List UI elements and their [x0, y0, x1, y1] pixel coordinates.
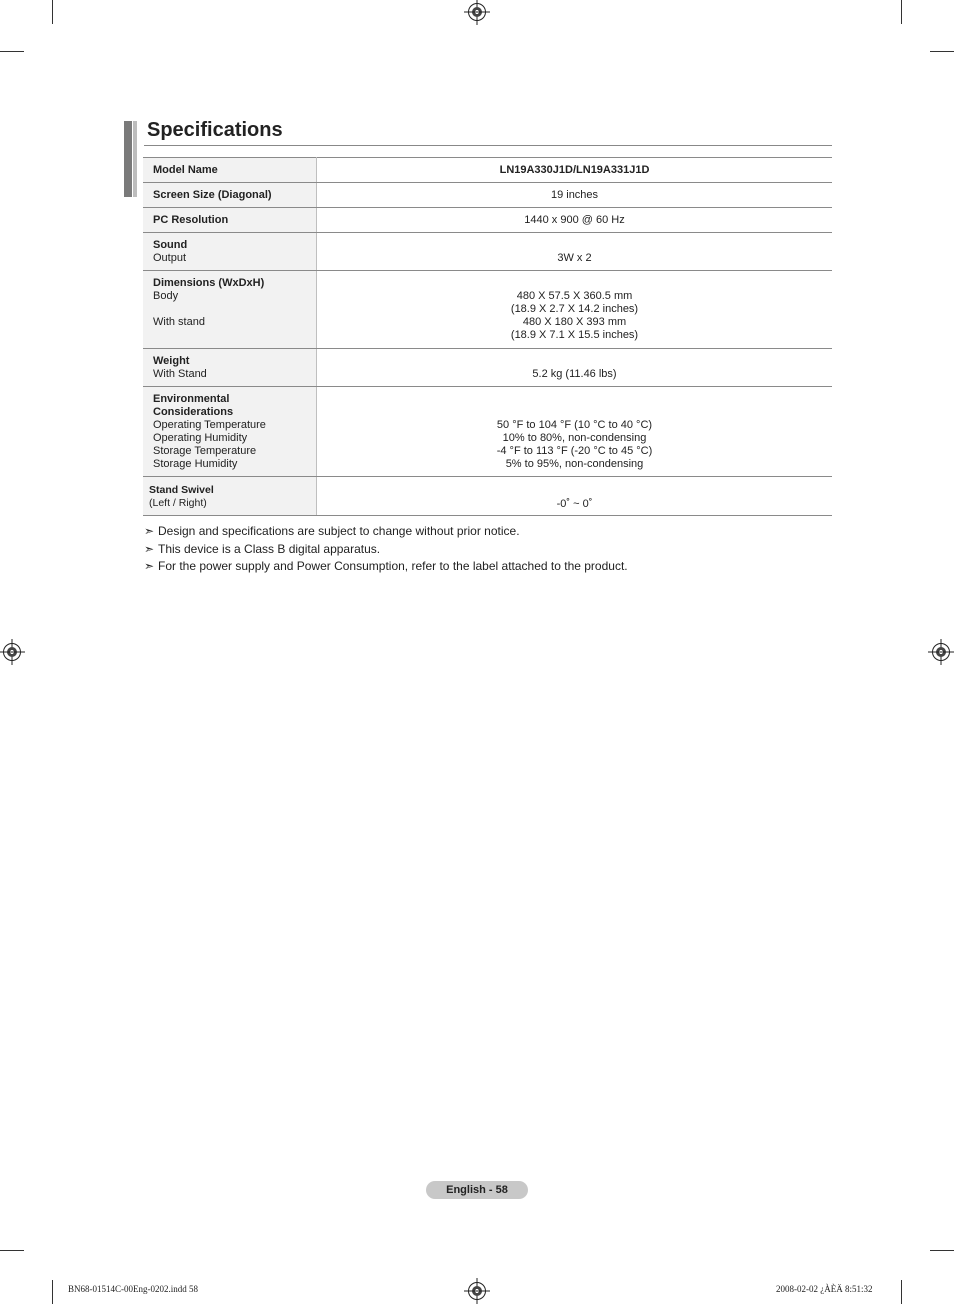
storage-temperature-label: Storage Temperature	[153, 445, 257, 457]
row-label	[143, 271, 317, 349]
row-label	[143, 183, 317, 208]
operating-temperature-label: Operating Temperature	[153, 419, 266, 431]
notes-list	[144, 523, 628, 576]
operating-humidity-value: 10% to 80%, non-condensing	[502, 432, 647, 444]
note-text: This device is a Class B digital apparatus.	[158, 541, 381, 556]
crop-mark	[52, 1280, 53, 1304]
page-title: Specifications	[147, 119, 283, 141]
row-label	[143, 387, 317, 477]
table-row	[143, 208, 832, 233]
registration-mark-icon	[468, 3, 486, 21]
pc-resolution-label: PC Resolution	[153, 214, 229, 226]
operating-temperature-value: 50 °F to 104 °F (10 °C to 40 °C)	[496, 419, 653, 431]
storage-humidity-label: Storage Humidity	[153, 458, 238, 470]
dimensions-body-label: Body	[153, 290, 179, 302]
table-row	[143, 158, 832, 183]
row-label	[143, 233, 317, 271]
table-row	[143, 349, 832, 387]
environment-label: Environmental	[153, 393, 230, 405]
row-value	[317, 183, 833, 208]
row-value	[317, 271, 833, 349]
table-row	[143, 183, 832, 208]
screen-size-value: 19 inches	[550, 189, 599, 201]
sound-output-value: 3W x 2	[557, 252, 592, 264]
crop-mark	[930, 51, 954, 52]
environment-label: Considerations	[153, 406, 234, 418]
stand-swivel-value: -0˚ ~ 0˚	[556, 498, 593, 510]
arrow-bullet-icon: ➣	[144, 541, 155, 556]
sound-label: Sound	[153, 239, 188, 251]
registration-mark-icon	[3, 643, 21, 661]
crop-mark	[930, 1250, 954, 1251]
model-name-label: Model Name	[153, 164, 218, 176]
table-row	[143, 233, 832, 271]
title-accent-bar	[133, 121, 137, 197]
date-slug: 2008-02-02 ¿ÀÈÄ 8:51:32	[776, 1284, 873, 1294]
dimensions-stand-mm: 480 X 180 X 393 mm	[522, 316, 627, 328]
arrow-bullet-icon: ➣	[144, 524, 155, 538]
spec-table	[143, 157, 832, 516]
list-item	[144, 558, 628, 576]
sound-output-label: Output	[153, 252, 187, 264]
row-label	[143, 208, 317, 233]
registration-mark-icon	[468, 1282, 486, 1300]
weight-value: 5.2 kg (11.46 lbs)	[532, 368, 617, 380]
model-name-value: LN19A330J1D/LN19A331J1D	[499, 164, 650, 176]
registration-mark-icon	[932, 643, 950, 661]
row-value	[317, 233, 833, 271]
crop-mark	[0, 51, 24, 52]
list-item	[144, 541, 628, 559]
row-value	[317, 349, 833, 387]
crop-mark	[0, 1250, 24, 1251]
stand-swivel-direction-label: (Left / Right)	[149, 497, 207, 509]
row-value	[317, 477, 833, 516]
dimensions-stand-inches: (18.9 X 7.1 X 15.5 inches)	[510, 329, 639, 341]
note-text: Design and specifications are subject to change without prior notice.	[158, 524, 520, 538]
screen-size-label: Screen Size (Diagonal)	[153, 189, 272, 201]
row-label	[143, 158, 317, 183]
table-row	[143, 271, 832, 349]
row-value	[317, 387, 833, 477]
page-number-badge: English - 58	[426, 1181, 528, 1199]
file-slug: BN68-01514C-00Eng-0202.indd 58	[68, 1284, 198, 1294]
crop-mark	[52, 0, 53, 24]
note-text: For the power supply and Power Consumption, refer to the label attached to the product.	[158, 559, 628, 573]
row-label	[143, 477, 317, 516]
pc-resolution-value: 1440 x 900 @ 60 Hz	[524, 214, 625, 226]
operating-humidity-label: Operating Humidity	[153, 432, 248, 444]
dimensions-body-inches: (18.9 X 2.7 X 14.2 inches)	[510, 303, 639, 315]
row-value	[317, 158, 833, 183]
crop-mark	[901, 1280, 902, 1304]
stand-swivel-label: Stand Swivel	[149, 484, 214, 496]
table-row	[143, 477, 832, 516]
title-accent-bar	[124, 121, 132, 197]
row-value	[317, 208, 833, 233]
weight-label: Weight	[153, 355, 190, 367]
storage-temperature-value: -4 °F to 113 °F (-20 °C to 45 °C)	[496, 445, 653, 457]
table-row	[143, 387, 832, 477]
list-item	[144, 523, 628, 541]
dimensions-label: Dimensions (WxDxH)	[153, 277, 265, 289]
dimensions-stand-label: With stand	[153, 316, 205, 328]
row-label	[143, 349, 317, 387]
storage-humidity-value: 5% to 95%, non-condensing	[505, 458, 644, 470]
arrow-bullet-icon: ➣	[144, 559, 155, 573]
title-rule	[144, 145, 832, 146]
dimensions-body-mm: 480 X 57.5 X 360.5 mm	[516, 290, 633, 302]
crop-mark	[901, 0, 902, 24]
weight-with-stand-label: With Stand	[153, 368, 207, 380]
